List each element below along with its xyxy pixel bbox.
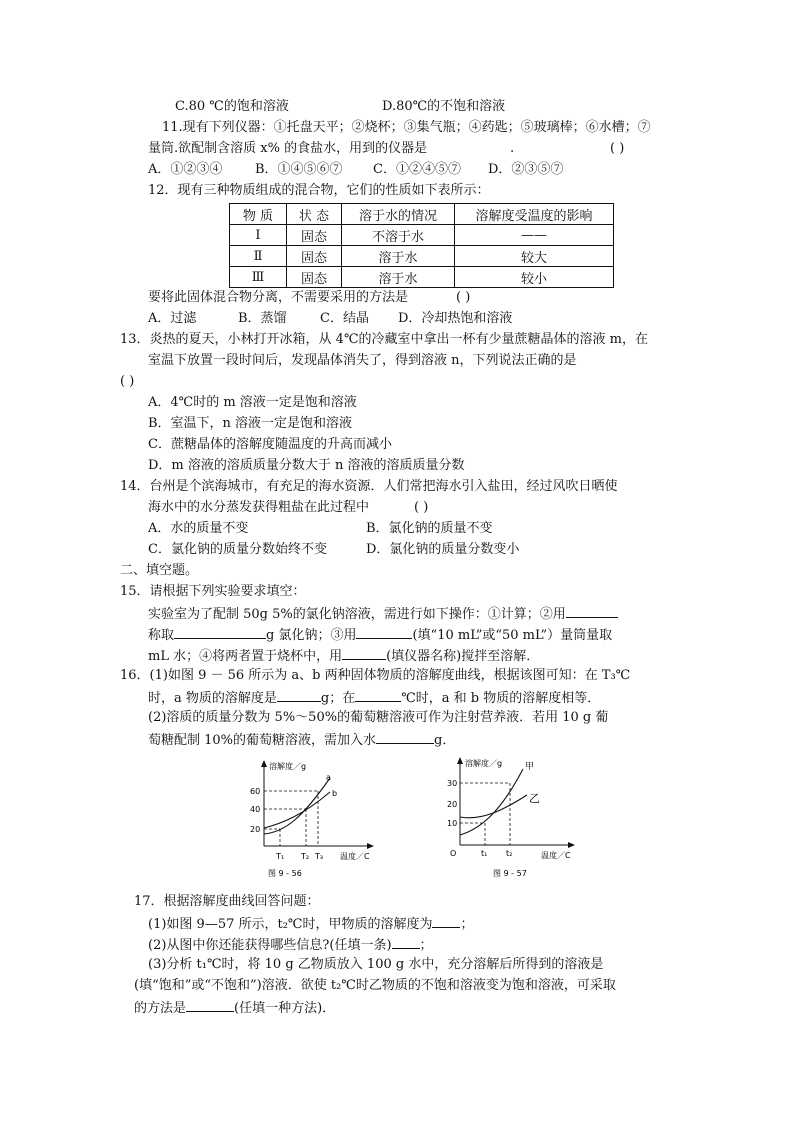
- q17-part2: [148, 935, 433, 955]
- q13-stem-line1: 13．炎热的夏天，小林打开冰箱，从 4℃的冷藏室中拿出一杯有少量蔗糖晶体的溶液 m，在: [120, 332, 648, 347]
- y-axis-arrow: [457, 757, 463, 764]
- x-tick-label: t₂: [506, 849, 513, 858]
- y-axis-label: 溶解度／g: [465, 759, 503, 768]
- x-axis-arrow: [568, 842, 575, 848]
- answer-blank[interactable]: [392, 935, 420, 949]
- figure-9-56-chart: [240, 758, 390, 883]
- q15-line3: [148, 625, 612, 645]
- answer-blank[interactable]: [342, 646, 386, 660]
- q12-option-a: A．过滤: [148, 311, 197, 326]
- table-cell: 不溶于水: [342, 225, 455, 246]
- table-cell: 较小: [455, 267, 614, 288]
- q11-stem-line1: 11.现有下列仪器：①托盘天平；②烧杯；③集气瓶；④药匙；⑤玻璃棒；⑥水槽；⑦: [162, 120, 651, 135]
- x-tick-label: T₂: [301, 852, 310, 861]
- x-tick-label: T₁: [276, 852, 285, 861]
- answer-blank[interactable]: [355, 688, 401, 702]
- table-row: [230, 246, 614, 267]
- q15-text: 实验室为了配制 50g 5%的氯化钠溶液，需进行如下操作：①计算；②用: [148, 607, 566, 622]
- q14-option-c: C．氯化钠的质量分数始终不变: [148, 542, 327, 557]
- q17-part3-line3: [134, 998, 335, 1018]
- properties-table: [229, 203, 614, 288]
- q15-text: g 氯化钠；③用: [266, 628, 357, 643]
- q11-stem-line2: 量筒.欲配制含溶质 x% 的食盐水，用到的仪器是: [148, 141, 428, 156]
- answer-blank[interactable]: [432, 914, 460, 928]
- table-cell: 溶于水: [342, 267, 455, 288]
- x-tick-label: T₃: [315, 852, 324, 861]
- table-cell: 固态: [287, 267, 342, 288]
- q16-stem-line1: 16．(1)如图 9 － 56 所示为 a、b 两种固体物质的溶解度曲线，根据该图可知：在 T₃℃: [120, 668, 631, 683]
- q12-stem: 12．现有三种物质组成的混合物，它们的性质如下表所示：: [148, 183, 490, 198]
- q13-option-d: D．m 溶液的溶质质量分数大于 n 溶液的溶质质量分数: [148, 458, 465, 473]
- curve-jia-label: 甲: [525, 762, 535, 772]
- table-cell: 固态: [287, 246, 342, 267]
- table-cell: 溶于水: [342, 246, 455, 267]
- y-axis-arrow: [261, 760, 267, 767]
- q14-stem-line2: 海水中的水分蒸发获得粗盐在此过程中: [148, 500, 370, 515]
- answer-blank[interactable]: [277, 688, 321, 702]
- y-tick-label: 20: [447, 800, 458, 809]
- q14-stem-line1: 14．台州是个滨海城市，有充足的海水资源．人们常把海水引入盐田，经过风吹日晒使: [120, 479, 618, 494]
- curve-a-label: a: [326, 773, 331, 782]
- section-fill-in-heading: 二、填空题。: [120, 563, 199, 578]
- q10-option-d: D.80℃的不饱和溶液: [382, 99, 506, 114]
- table-header-cell: 状 态: [287, 204, 342, 225]
- q15-text: 称取: [148, 628, 175, 643]
- q16-part2-line1: (2)溶质的质量分数为 5%～50%的葡萄糖溶液可作为注射营养液．若用 10 g 葡: [148, 710, 609, 725]
- y-tick-label: 20: [250, 825, 261, 834]
- y-tick-label: 60: [250, 787, 261, 796]
- q11-dot: .: [510, 141, 515, 156]
- q14-option-d: D．氯化钠的质量分数变小: [366, 542, 520, 557]
- q16-text: ℃时，a 和 b 物质的溶解度相等．: [401, 691, 601, 706]
- y-axis-label: 溶解度／g: [269, 762, 307, 771]
- q12-answer-paren: ( ): [456, 290, 471, 305]
- figure-caption: 图 9 - 57: [493, 869, 527, 878]
- q16-text: g．: [434, 733, 456, 748]
- q15-line2: [148, 604, 618, 624]
- q15-text: (填仪器名称)搅拌至溶解．: [386, 649, 540, 664]
- curve-yi: [460, 795, 527, 818]
- q16-text: 萄糖配制 10%的葡萄糖溶液，需加入水: [148, 733, 377, 748]
- table-row: [230, 225, 614, 246]
- y-tick-label: 40: [250, 805, 261, 814]
- q12-option-d: D．冷却热饱和溶液: [398, 311, 513, 326]
- q10-option-c: C.80 ℃的饱和溶液: [175, 99, 289, 114]
- answer-blank[interactable]: [356, 625, 412, 639]
- origin-label: O: [450, 849, 457, 858]
- q14-option-b: B．氯化钠的质量不变: [366, 521, 493, 536]
- q11-option-d: D．②③⑤⑦: [488, 162, 564, 177]
- q13-stem-line2: 室温下放置一段时间后，发现晶体消失了，得到溶液 n，下列说法正确的是: [148, 353, 577, 368]
- table-cell: Ⅰ: [230, 225, 287, 246]
- q13-answer-paren: ( ): [120, 374, 135, 389]
- q11-answer-paren: ( ): [610, 141, 625, 156]
- q17-text: (2)从图中你还能获得哪些信息?(任填一条): [148, 938, 392, 953]
- q16-line4: [148, 730, 455, 750]
- q15-stem: 15．请根据下列实验要求填空：: [120, 584, 306, 599]
- q15-text: (填“10 mL”或“50 mL”）量筒量取: [412, 628, 613, 643]
- q13-option-b: B．室温下，n 溶液一定是饱和溶液: [148, 416, 353, 431]
- answer-blank[interactable]: [186, 998, 234, 1012]
- table-header-cell: 溶解度受温度的影响: [455, 204, 614, 225]
- q17-stem: 17．根据溶解度曲线回答问题：: [134, 894, 320, 909]
- x-tick-label: t₁: [481, 849, 488, 858]
- q16-text: 时，a 物质的溶解度是: [148, 691, 277, 706]
- table-cell: 固态: [287, 225, 342, 246]
- q17-text: ；: [419, 938, 433, 953]
- table-header-cell: 物 质: [230, 204, 287, 225]
- curve-b: [264, 792, 330, 828]
- q17-part3-line1: (3)分析 t₁℃时，将 10 g 乙物质放入 100 g 水中，充分溶解后所得到的溶液是: [148, 957, 604, 972]
- x-axis-arrow: [367, 843, 374, 849]
- answer-blank[interactable]: [174, 625, 266, 639]
- q14-answer-paren: ( ): [414, 500, 429, 515]
- figure-9-57-chart: [445, 755, 605, 883]
- q16-text: g；在: [320, 691, 356, 706]
- q17-part1: [148, 914, 474, 934]
- table-header-cell: 溶于水的情况: [342, 204, 455, 225]
- q12-option-b: B．蒸馏: [238, 311, 287, 326]
- table-header-row: [230, 204, 614, 225]
- q17-text: 的方法是: [134, 1001, 187, 1016]
- q12-question: 要将此固体混合物分离，不需要采用的方法是: [148, 290, 409, 305]
- curve-b-label: b: [332, 789, 338, 798]
- q14-option-a: A．水的质量不变: [148, 521, 249, 536]
- q17-part3-line2: (填“饱和”或“不饱和”)溶液．欲使 t₂℃时乙物质的不饱和溶液变为饱和溶液，可采取: [134, 978, 616, 993]
- y-tick-label: 10: [447, 819, 458, 828]
- q12-option-c: C．结晶: [320, 311, 369, 326]
- table-cell: ——: [455, 225, 614, 246]
- curve-yi-label: 乙: [529, 792, 540, 805]
- q17-text: ；: [460, 917, 474, 932]
- y-tick-label: 30: [447, 779, 458, 788]
- table-cell: 较大: [455, 246, 614, 267]
- q11-option-b: B．①④⑤⑥⑦: [255, 162, 343, 177]
- q16-line2: [148, 688, 600, 708]
- x-axis-label: 温度／C: [340, 852, 370, 861]
- q15-line4: [148, 646, 539, 666]
- q17-text: (任填一种方法)．: [234, 1001, 336, 1016]
- table-cell: Ⅱ: [230, 246, 287, 267]
- q11-option-a: A．①②③④: [148, 162, 223, 177]
- x-axis-label: 温度／C: [541, 851, 571, 860]
- curve-jia: [460, 769, 523, 835]
- answer-blank[interactable]: [566, 604, 618, 618]
- q11-option-c: C．①②④⑤⑦: [373, 162, 461, 177]
- q15-text: mL 水；④将两者置于烧杯中，用: [148, 649, 343, 664]
- q13-option-a: A．4℃时的 m 溶液一定是饱和溶液: [148, 395, 357, 410]
- table-row: [230, 267, 614, 288]
- table-cell: Ⅲ: [230, 267, 287, 288]
- figure-caption: 图 9 - 56: [268, 869, 302, 878]
- q13-option-c: C．蔗糖晶体的溶解度随温度的升高而减小: [148, 437, 392, 452]
- q17-text: (1)如图 9—57 所示，t₂℃时，甲物质的溶解度为: [148, 917, 433, 932]
- answer-blank[interactable]: [376, 730, 434, 744]
